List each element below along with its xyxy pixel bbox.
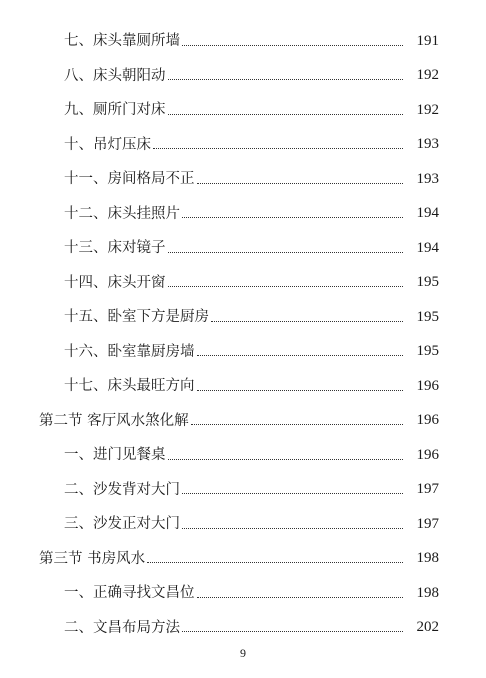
- dot-leader: [153, 148, 403, 149]
- toc-entry-page: 196: [416, 377, 439, 394]
- toc-entry[interactable]: [0, 197, 486, 232]
- dot-leader: [168, 252, 404, 253]
- toc-entry-page: 192: [416, 101, 439, 118]
- toc-entry-page: 193: [416, 136, 439, 153]
- toc-entry[interactable]: [0, 473, 486, 508]
- dot-leader: [191, 424, 403, 425]
- toc-entry-page: 196: [416, 446, 439, 463]
- dot-leader: [168, 459, 404, 460]
- dot-leader: [182, 493, 403, 494]
- toc-entry-title: 十二、床头挂照片: [64, 205, 180, 222]
- toc-entry[interactable]: [0, 611, 486, 646]
- toc-entry-title: 二、沙发背对大门: [64, 481, 180, 498]
- toc-section-heading[interactable]: [0, 404, 486, 439]
- toc-entry-title: 八、床头朝阳动: [64, 67, 166, 84]
- toc-entry[interactable]: [0, 93, 486, 128]
- table-of-contents: [0, 24, 486, 645]
- toc-entry-title: 一、进门见餐桌: [64, 447, 166, 463]
- dot-leader: [168, 286, 404, 287]
- page-number: 9: [240, 646, 246, 660]
- toc-entry[interactable]: [0, 438, 486, 473]
- toc-entry-page: 195: [416, 274, 439, 291]
- toc-entry-page: 191: [416, 32, 439, 49]
- toc-entry[interactable]: [0, 576, 486, 611]
- toc-entry-title: 十三、床对镜子: [64, 240, 166, 256]
- toc-entry-page: 198: [416, 584, 439, 601]
- dot-leader: [197, 183, 404, 184]
- toc-section-heading[interactable]: [0, 542, 486, 577]
- toc-entry-page: 197: [416, 481, 439, 498]
- toc-entry[interactable]: [0, 128, 486, 163]
- toc-entry-title: 十、吊灯压床: [64, 136, 151, 153]
- dot-leader: [182, 631, 403, 632]
- dot-leader: [197, 390, 404, 391]
- toc-entry-page: 198: [416, 550, 439, 567]
- toc-entry[interactable]: [0, 335, 486, 370]
- toc-entry-page: 193: [416, 170, 439, 187]
- dot-leader: [168, 114, 404, 115]
- toc-entry-title: 十六、卧室靠厨房墙: [64, 343, 195, 360]
- toc-entry-title: 十一、房间格局不正: [64, 171, 195, 187]
- toc-entry[interactable]: [0, 59, 486, 94]
- toc-entry[interactable]: [0, 507, 486, 542]
- toc-entry-title: 一、正确寻找文昌位: [64, 585, 195, 601]
- toc-entry[interactable]: [0, 266, 486, 301]
- dot-leader: [182, 45, 403, 46]
- toc-entry-title: 九、厕所门对床: [64, 102, 166, 118]
- toc-entry-title: 十四、床头开窗: [64, 274, 166, 291]
- toc-entry-page: 195: [416, 343, 439, 360]
- toc-entry-title: 十五、卧室下方是厨房: [64, 309, 209, 325]
- toc-entry-page: 196: [416, 412, 439, 429]
- toc-entry[interactable]: [0, 24, 486, 59]
- toc-entry[interactable]: [0, 369, 486, 404]
- toc-entry-page: 192: [416, 67, 439, 84]
- toc-entry-title: 第三节 书房风水: [39, 550, 146, 567]
- toc-entry-title: 七、床头靠厕所墙: [64, 33, 180, 49]
- dot-leader: [197, 597, 404, 598]
- dot-leader: [182, 217, 403, 218]
- dot-leader: [147, 562, 403, 563]
- toc-entry-page: 194: [416, 205, 439, 222]
- toc-entry-title: 十七、床头最旺方向: [64, 378, 195, 394]
- toc-entry[interactable]: [0, 162, 486, 197]
- toc-entry-page: 202: [416, 619, 439, 636]
- toc-entry-title: 二、文昌布局方法: [64, 619, 180, 636]
- toc-entry-title: 第二节 客厅风水煞化解: [39, 412, 189, 429]
- toc-entry[interactable]: [0, 231, 486, 266]
- dot-leader: [211, 321, 403, 322]
- toc-entry-page: 194: [416, 239, 439, 256]
- dot-leader: [168, 79, 404, 80]
- dot-leader: [182, 528, 403, 529]
- toc-entry-page: 197: [416, 515, 439, 532]
- toc-entry[interactable]: [0, 300, 486, 335]
- dot-leader: [197, 355, 404, 356]
- toc-entry-page: 195: [416, 308, 439, 325]
- toc-entry-title: 三、沙发正对大门: [64, 516, 180, 532]
